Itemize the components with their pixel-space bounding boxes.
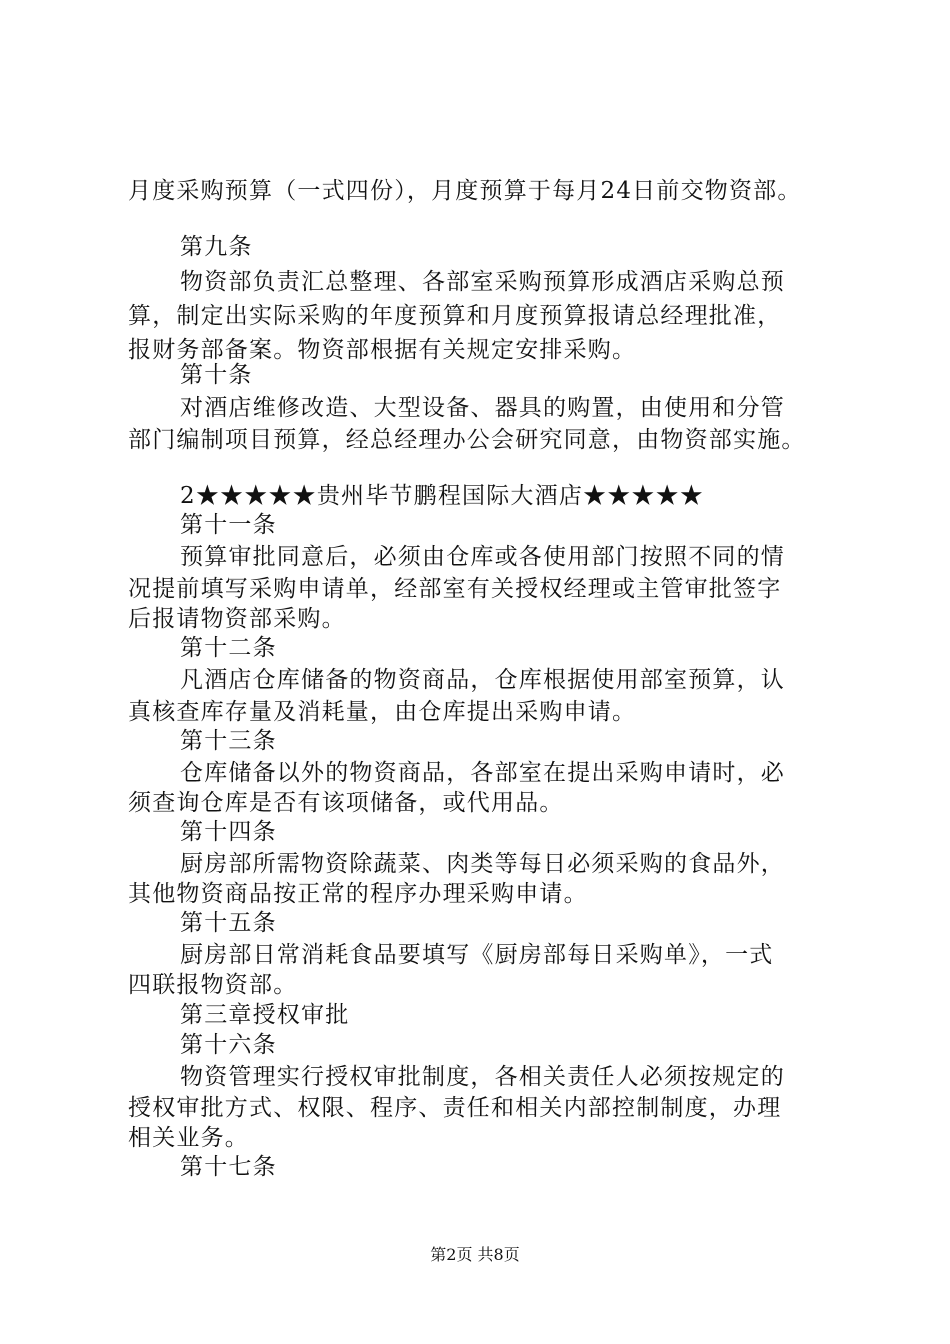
body-line: 授权审批方式、权限、程序、责任和相关内部控制制度，办理 — [128, 1095, 782, 1121]
body-line: 月度采购预算（一式四份），月度预算于每月24日前交物资部。 — [128, 178, 802, 204]
article-heading: 第十二条 — [180, 635, 277, 661]
article-heading: 第十条 — [180, 362, 253, 388]
body-line: 对酒店维修改造、大型设备、器具的购置，由使用和分管 — [180, 395, 785, 421]
body-line: 四联报物资部。 — [128, 972, 298, 998]
chapter-heading: 第三章授权审批 — [180, 1002, 350, 1028]
body-line: 算，制定出实际采购的年度预算和月度预算报请总经理批准， — [128, 303, 782, 329]
body-line: 厨房部日常消耗食品要填写《厨房部每日采购单》，一式 — [180, 942, 774, 968]
body-line: 须查询仓库是否有该项储备，或代用品。 — [128, 790, 564, 816]
page-footer: 第2页 共8页 — [430, 1245, 520, 1264]
article-heading: 第十四条 — [180, 819, 277, 845]
article-heading: 第十三条 — [180, 728, 277, 754]
body-line: 物资管理实行授权审批制度，各相关责任人必须按规定的 — [180, 1064, 785, 1090]
article-heading: 第十七条 — [180, 1154, 277, 1180]
body-line: 后报请物资部采购。 — [128, 606, 346, 632]
article-heading: 第十六条 — [180, 1032, 277, 1058]
body-line: 相关业务。 — [128, 1125, 249, 1151]
hotel-banner: 2★★★★★贵州毕节鹏程国际大酒店★★★★★ — [180, 483, 705, 509]
body-line: 其他物资商品按正常的程序办理采购申请。 — [128, 881, 588, 907]
body-line: 报财务部备案。物资部根据有关规定安排采购。 — [128, 337, 637, 363]
body-line: 部门编制项目预算，经总经理办公会研究同意，由物资部实施。 — [128, 427, 806, 453]
article-heading: 第九条 — [180, 234, 253, 260]
body-line: 厨房部所需物资除蔬菜、肉类等每日必须采购的食品外， — [180, 851, 785, 877]
body-line: 物资部负责汇总整理、各部室采购预算形成酒店采购总预 — [180, 269, 785, 295]
body-line: 凡酒店仓库储备的物资商品，仓库根据使用部室预算，认 — [180, 667, 785, 693]
body-line: 仓库储备以外的物资商品，各部室在提出采购申请时，必 — [180, 760, 785, 786]
body-line: 真核查库存量及消耗量，由仓库提出采购申请。 — [128, 699, 637, 725]
body-line: 预算审批同意后，必须由仓库或各使用部门按照不同的情 — [180, 544, 785, 570]
article-heading: 第十五条 — [180, 910, 277, 936]
article-heading: 第十一条 — [180, 512, 277, 538]
body-line: 况提前填写采购申请单，经部室有关授权经理或主管审批签字 — [128, 576, 782, 602]
